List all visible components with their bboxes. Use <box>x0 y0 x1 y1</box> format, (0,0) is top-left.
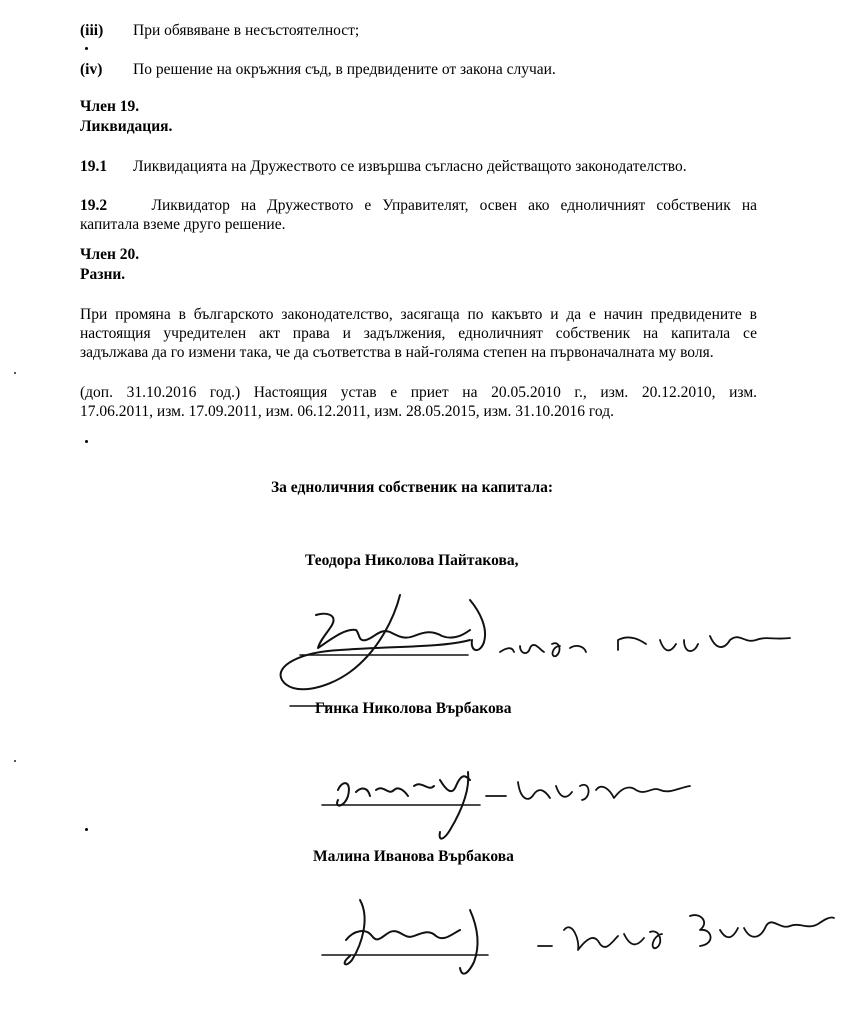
item-marker-iv: (iv) <box>80 61 103 78</box>
item-text-iv: По решение на окръжния съд, в предвидените от закона случаи. <box>133 61 556 78</box>
article-20-title: Разни. <box>80 266 126 283</box>
article-19-title: Ликвидация. <box>80 118 173 135</box>
signatory-name-3: Малина Иванова Върбакова <box>313 848 514 865</box>
signatory-name-2: Гинка Николова Върбакова <box>315 700 512 717</box>
amendments-line-2: 17.06.2011, изм. 17.09.2011, изм. 06.12.2011, изм. 28.05.2015, изм. 31.10.2016 год. <box>80 403 614 420</box>
clause-19-1-text: Ликвидацията на Дружеството се извършва съгласно действащото законодателство. <box>133 158 687 175</box>
signatures-heading: За едноличния собственик на капитала: <box>271 479 554 496</box>
item-text-iii: При обявяване в несъстоятелност; <box>133 22 360 39</box>
clause-19-2-line-2: капитала вземе друго решение. <box>80 216 286 233</box>
article-19-heading: Член 19. <box>80 98 140 115</box>
item-marker-iii: (iii) <box>80 22 104 39</box>
clause-19-1-number: 19.1 <box>80 158 108 175</box>
article-20-body-line-2: настоящия учредителен акт права и задължения, едноличният собственик на капитала се <box>80 325 757 342</box>
clause-19-2-line-1: Ликвидатор на Дружеството е Управителят, освен ако едноличният собственик на <box>151 197 758 214</box>
amendments-line-1: (доп. 31.10.2016 год.) Настоящия устав е приет на 20.05.2010 г., изм. 20.12.2010, изм. <box>80 384 757 401</box>
article-20-body-line-3: задължава да го измени така, че да съответства в най-голяма степен на първоначалната му воля. <box>80 344 714 361</box>
article-20-heading: Член 20. <box>80 246 140 263</box>
clause-19-2-number: 19.2 <box>80 197 108 214</box>
article-20-body-line-1: При промяна в българското законодателство, засягаща по какъвто и да е начин предвидените в <box>80 306 757 323</box>
signatory-name-1: Теодора Николова Пайтакова, <box>305 552 519 569</box>
